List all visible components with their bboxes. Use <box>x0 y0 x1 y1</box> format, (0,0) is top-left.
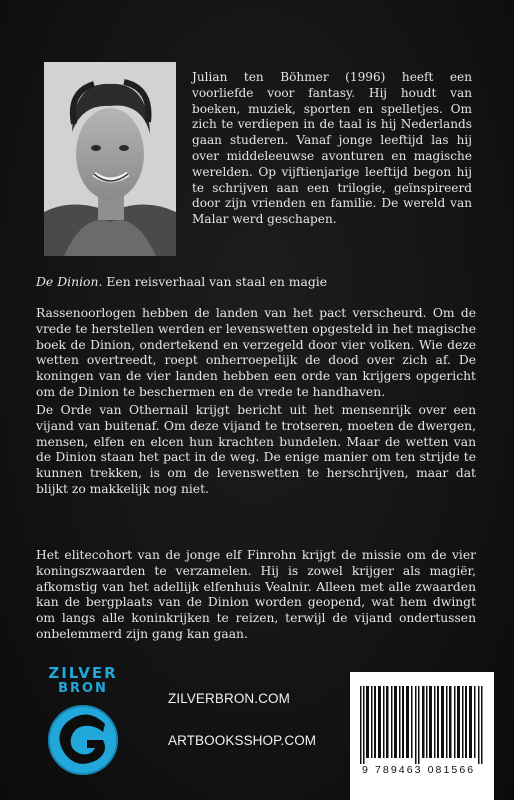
publisher-name-line2: BRON <box>58 681 108 696</box>
zilverbron-swirl-icon <box>47 700 119 778</box>
author-photo <box>44 62 176 256</box>
link-artbooksshop[interactable]: ARTBOOKSSHOP.COM <box>168 733 317 748</box>
tagline-subtitle: . Een reisverhaal van staal en magie <box>98 274 328 289</box>
link-zilverbron[interactable]: ZILVERBRON.COM <box>168 691 290 706</box>
barcode-bars-icon <box>360 686 484 764</box>
author-portrait-image <box>44 62 176 256</box>
blurb-paragraph-1: Rassenoorlogen hebben de landen van het pact verscheurd. Om de vrede te herstellen werden er levenswetten opgesteld in het magische boek de Dinion, ondertekend en verzegeld door vier volken. Wie deze wetten overtreedt, roept onherroepelijk de dood over zich af. De koningen van de vier landen hebben een orde van krijgers opgericht om de Dinion te beschermen en de vrede te handhaven. <box>36 306 476 399</box>
blurb-paragraph-3: Het elitecohort van de jonge elf Finrohn krijgt de missie om de vier koningszwaarden te verzamelen. Hij is zowel krijger als magiër, afkomstig van het adellijk elfenhuis Vealnir. Alleen met alle zwaarden kan de bergplaats van de Dinion worden geopend, wat hem dwingt om langs alle koninkrijken te reizen, terwijl de vijand ondertussen onbelemmerd zijn gang kan gaan. <box>36 548 476 641</box>
book-tagline <box>36 274 476 290</box>
blurb-paragraph-2: De Orde van Othernail krijgt bericht uit het mensenrijk over een vijand van buitenaf. Om deze vijand te trotseren, moeten de dwergen, mensen, elfen en elcen hun krachten bundelen. Maar de wetten van de Dinion staan het pact in de weg. De enige manier om ten strijde te kunnen trekken, is om de levenswetten te herschrijven, maar dat blijkt zo makkelijk nog niet. <box>36 403 476 496</box>
book-title: De Dinion <box>36 274 99 289</box>
publisher-name-line1: ZILVER <box>48 664 118 682</box>
author-bio: Julian ten Böhmer (1996) heeft een voorliefde voor fantasy. Hij houdt van boeken, muziek, sporten en spelletjes. Om zich te verdiepen in de taal is hij Nederlands gaan studeren. Vanaf jonge leeftijd las hij over middeleeuwse avonturen en magische werelden. Op vijftienjarige leeftijd begon hij te schrijven aan een trilogie, geïnspireerd door zijn vrienden en familie. De wereld van Malar werd geschapen. <box>192 70 472 227</box>
isbn-number: 9 789463 081566 <box>362 764 476 776</box>
isbn-barcode <box>350 672 494 800</box>
publisher-logo <box>40 665 126 785</box>
